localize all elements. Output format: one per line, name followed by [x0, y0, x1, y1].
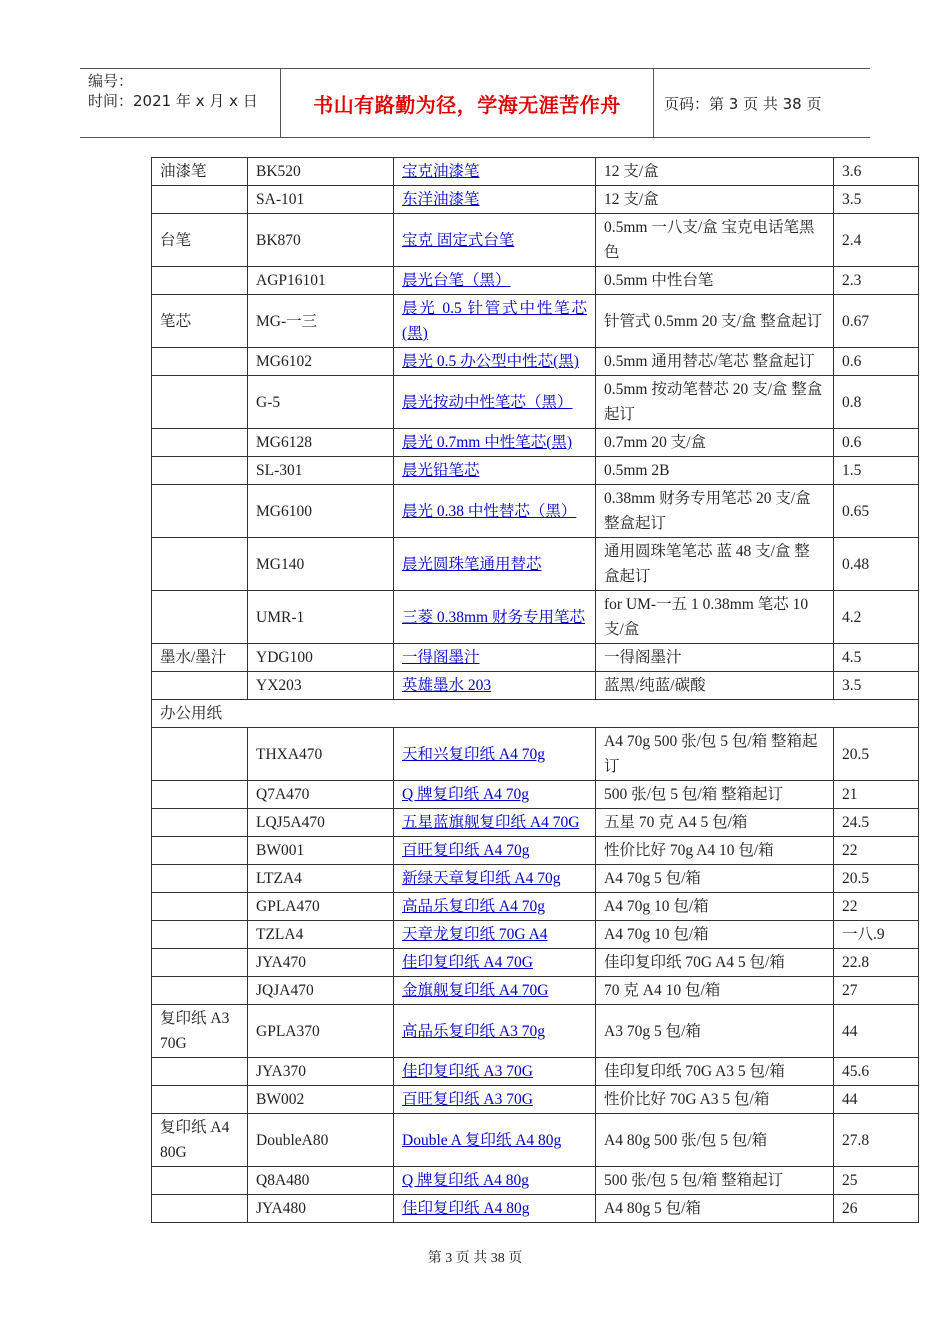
code-cell: JYA470 [248, 949, 394, 977]
category-cell [152, 1086, 248, 1114]
category-cell: 油漆笔 [152, 158, 248, 186]
spec-cell: 12 支/盒 [596, 186, 834, 214]
spec-cell: A4 70g 10 包/箱 [596, 921, 834, 949]
table-row [152, 1005, 919, 1058]
product-link[interactable]: 高品乐复印纸 A4 70g [402, 898, 545, 915]
category-cell [152, 429, 248, 457]
category-cell [152, 728, 248, 781]
code-cell: Q7A470 [248, 781, 394, 809]
category-cell [152, 1058, 248, 1086]
table-row [152, 158, 919, 186]
spec-cell: 0.5mm 一八支/盒 宝克电话笔黑色 [596, 214, 834, 267]
product-name-cell [394, 591, 596, 644]
price-cell: 1.5 [834, 457, 919, 485]
code-cell: DoubleA80 [248, 1114, 394, 1167]
header-motto: 书山有路勤为径，学海无涯苦作舟 [281, 69, 654, 137]
table-row [152, 837, 919, 865]
price-cell: 45.6 [834, 1058, 919, 1086]
product-name-cell [394, 457, 596, 485]
code-cell: MG6128 [248, 429, 394, 457]
table-row [152, 457, 919, 485]
table-row [152, 644, 919, 672]
code-cell: LTZA4 [248, 865, 394, 893]
price-cell: 3.6 [834, 158, 919, 186]
table-row [152, 267, 919, 295]
product-name-cell [394, 214, 596, 267]
spec-cell: A4 70g 5 包/箱 [596, 865, 834, 893]
table-row [152, 429, 919, 457]
category-cell [152, 485, 248, 538]
product-link[interactable]: 天和兴复印纸 A4 70g [402, 745, 545, 763]
product-link[interactable]: 宝克 固定式台笔 [402, 231, 515, 249]
code-cell: BK520 [248, 158, 394, 186]
table-row [152, 728, 919, 781]
price-cell: 2.3 [834, 267, 919, 295]
product-name-cell [394, 267, 596, 295]
spec-cell: A4 70g 10 包/箱 [596, 893, 834, 921]
table-row [152, 376, 919, 429]
product-name-cell [394, 1114, 596, 1167]
code-cell: MG6100 [248, 485, 394, 538]
code-cell: SL-301 [248, 457, 394, 485]
table-row [152, 672, 919, 700]
product-name-cell [394, 672, 596, 700]
table-row [152, 538, 919, 591]
header-page-label: 页码：第 3 页 共 38 页 [664, 94, 822, 113]
category-cell: 复印纸 A3 70G [152, 1005, 248, 1058]
product-name-cell [394, 644, 596, 672]
product-name-cell [394, 1167, 596, 1195]
spec-cell: 0.5mm 2B [596, 457, 834, 485]
product-name-cell [394, 837, 596, 865]
code-cell: THXA470 [248, 728, 394, 781]
table-row [152, 295, 919, 348]
price-cell: 44 [834, 1086, 919, 1114]
price-cell: 0.6 [834, 348, 919, 376]
code-cell: MG140 [248, 538, 394, 591]
product-link[interactable]: Q 牌复印纸 A4 80g [402, 1172, 530, 1189]
product-link[interactable]: 佳印复印纸 A4 70G [402, 954, 533, 971]
category-cell [152, 781, 248, 809]
product-link[interactable]: 佳印复印纸 A3 70G [402, 1063, 533, 1080]
table-row [152, 1114, 919, 1167]
price-cell: 27 [834, 977, 919, 1005]
category-cell [152, 267, 248, 295]
code-cell: SA-101 [248, 186, 394, 214]
spec-cell: 500 张/包 5 包/箱 整箱起订 [596, 1167, 834, 1195]
product-link[interactable]: Q 牌复印纸 A4 70g [402, 786, 530, 803]
price-cell: 3.5 [834, 186, 919, 214]
table-row [152, 1086, 919, 1114]
table-row [152, 186, 919, 214]
spec-cell: A4 80g 5 包/箱 [596, 1195, 834, 1223]
page-header [80, 68, 870, 138]
category-cell: 墨水/墨汁 [152, 644, 248, 672]
category-cell [152, 591, 248, 644]
price-cell: 22 [834, 893, 919, 921]
header-meta [80, 69, 281, 137]
product-name-cell [394, 921, 596, 949]
spec-cell: 针管式 0.5mm 20 支/盒 整盒起订 [596, 295, 834, 348]
price-cell: 25 [834, 1167, 919, 1195]
price-cell: 21 [834, 781, 919, 809]
price-cell: 22 [834, 837, 919, 865]
price-cell: 0.67 [834, 295, 919, 348]
spec-cell: 0.38mm 财务专用笔芯 20 支/盒 整盒起订 [596, 485, 834, 538]
price-cell: 0.65 [834, 485, 919, 538]
price-cell: 26 [834, 1195, 919, 1223]
code-cell: G-5 [248, 376, 394, 429]
price-cell: 0.48 [834, 538, 919, 591]
document-number-label: 编号： [88, 72, 134, 90]
category-cell [152, 893, 248, 921]
product-link[interactable]: 晨光圆珠笔通用替芯 [402, 555, 542, 573]
category-cell [152, 921, 248, 949]
product-name-cell [394, 949, 596, 977]
table-row [152, 809, 919, 837]
category-cell [152, 348, 248, 376]
product-link[interactable]: 佳印复印纸 A4 80g [402, 1200, 530, 1217]
code-cell: TZLA4 [248, 921, 394, 949]
category-cell [152, 186, 248, 214]
spec-cell: A3 70g 5 包/箱 [596, 1005, 834, 1058]
spec-cell: 0.5mm 通用替芯/笔芯 整盒起订 [596, 348, 834, 376]
code-cell: BW001 [248, 837, 394, 865]
spec-cell: 蓝黑/纯蓝/碳酸 [596, 672, 834, 700]
code-cell: YDG100 [248, 644, 394, 672]
category-cell [152, 1195, 248, 1223]
category-cell: 台笔 [152, 214, 248, 267]
product-link[interactable]: 高品乐复印纸 A3 70g [402, 1022, 545, 1040]
product-name-cell [394, 809, 596, 837]
price-cell: 20.5 [834, 728, 919, 781]
spec-cell: A4 70g 500 张/包 5 包/箱 整箱起订 [596, 728, 834, 781]
section-row [152, 700, 919, 728]
product-link[interactable]: Double A 复印纸 A4 80g [402, 1131, 562, 1149]
category-cell [152, 865, 248, 893]
product-link[interactable]: 晨光台笔（黑） [402, 272, 511, 289]
table-row [152, 949, 919, 977]
table-row [152, 921, 919, 949]
code-cell: JQJA470 [248, 977, 394, 1005]
price-cell: 22.8 [834, 949, 919, 977]
table-row [152, 1195, 919, 1223]
price-cell: 20.5 [834, 865, 919, 893]
table-row [152, 214, 919, 267]
code-cell: MG-一三 [248, 295, 394, 348]
product-name-cell [394, 429, 596, 457]
product-link[interactable]: 金旗舰复印纸 A4 70G [402, 982, 549, 999]
category-cell [152, 672, 248, 700]
category-cell [152, 457, 248, 485]
product-link[interactable]: 新绿天章复印纸 A4 70g [402, 870, 561, 887]
code-cell: GPLA470 [248, 893, 394, 921]
code-cell: UMR-1 [248, 591, 394, 644]
category-cell [152, 376, 248, 429]
spec-cell: A4 80g 500 张/包 5 包/箱 [596, 1114, 834, 1167]
product-link[interactable]: 英雄墨水 203 [402, 677, 492, 694]
category-cell: 复印纸 A4 80G [152, 1114, 248, 1167]
table-row [152, 977, 919, 1005]
spec-cell: 70 克 A4 10 包/箱 [596, 977, 834, 1005]
spec-cell: 佳印复印纸 70G A3 5 包/箱 [596, 1058, 834, 1086]
category-cell [152, 949, 248, 977]
spec-cell: 性价比好 70g A4 10 包/箱 [596, 837, 834, 865]
category-cell [152, 1167, 248, 1195]
product-price-table [151, 157, 919, 1223]
spec-cell: for UM-一五 1 0.38mm 笔芯 10 支/盒 [596, 591, 834, 644]
price-cell: 3.5 [834, 672, 919, 700]
price-cell: 0.8 [834, 376, 919, 429]
spec-cell: 500 张/包 5 包/箱 整箱起订 [596, 781, 834, 809]
product-link[interactable]: 三菱 0.38mm 财务专用笔芯 [402, 608, 585, 626]
price-cell: 27.8 [834, 1114, 919, 1167]
code-cell: BW002 [248, 1086, 394, 1114]
spec-cell: 佳印复印纸 70G A4 5 包/箱 [596, 949, 834, 977]
category-cell [152, 837, 248, 865]
product-name-cell [394, 1005, 596, 1058]
spec-cell: 通用圆珠笔笔芯 蓝 48 支/盒 整盒起订 [596, 538, 834, 591]
product-name-cell [394, 158, 596, 186]
product-link[interactable]: 一得阁墨汁 [402, 649, 480, 666]
price-cell: 24.5 [834, 809, 919, 837]
code-cell: AGP16101 [248, 267, 394, 295]
table-row [152, 485, 919, 538]
code-cell: YX203 [248, 672, 394, 700]
product-name-cell [394, 295, 596, 348]
product-name-cell [394, 1086, 596, 1114]
spec-cell: 12 支/盒 [596, 158, 834, 186]
code-cell: Q8A480 [248, 1167, 394, 1195]
table-row [152, 591, 919, 644]
product-link[interactable]: 百旺复印纸 A4 70g [402, 842, 530, 859]
table-row [152, 1058, 919, 1086]
category-cell [152, 809, 248, 837]
product-link[interactable]: 百旺复印纸 A3 70G [402, 1091, 533, 1108]
category-cell [152, 977, 248, 1005]
product-name-cell [394, 348, 596, 376]
product-name-cell [394, 1195, 596, 1223]
product-link[interactable]: 晨光按动中性笔芯（黑） [402, 393, 573, 411]
category-cell: 笔芯 [152, 295, 248, 348]
table-row [152, 893, 919, 921]
code-cell: GPLA370 [248, 1005, 394, 1058]
document-time-label: 时间：2021 年 x 月 x 日 [88, 92, 258, 110]
code-cell: BK870 [248, 214, 394, 267]
spec-cell: 0.7mm 20 支/盒 [596, 429, 834, 457]
product-name-cell [394, 376, 596, 429]
table-row [152, 348, 919, 376]
product-name-cell [394, 865, 596, 893]
product-link[interactable]: 天章龙复印纸 70G A4 [402, 926, 548, 943]
table-row [152, 865, 919, 893]
code-cell: JYA370 [248, 1058, 394, 1086]
price-cell: 4.5 [834, 644, 919, 672]
product-link[interactable]: 晨光 0.7mm 中性笔芯(黑) [402, 434, 573, 451]
price-cell: 44 [834, 1005, 919, 1058]
product-link[interactable]: 五星蓝旗舰复印纸 A4 70G [402, 814, 580, 831]
price-cell: 0.6 [834, 429, 919, 457]
product-name-cell [394, 485, 596, 538]
product-link[interactable]: 晨光 0.5 针管式中性笔芯(黑) [402, 300, 587, 342]
product-name-cell [394, 977, 596, 1005]
product-name-cell [394, 893, 596, 921]
category-cell [152, 538, 248, 591]
product-link[interactable]: 晨光 0.38 中性替芯（黑） [402, 502, 577, 520]
product-link[interactable]: 东洋油漆笔 [402, 191, 480, 208]
spec-cell: 性价比好 70G A3 5 包/箱 [596, 1086, 834, 1114]
table-row [152, 781, 919, 809]
table-row [152, 1167, 919, 1195]
spec-cell: 0.5mm 按动笔替芯 20 支/盒 整盒起订 [596, 376, 834, 429]
section-heading: 办公用纸 [152, 700, 919, 728]
page-footer: 第 3 页 共 38 页 [427, 1251, 523, 1266]
product-name-cell [394, 781, 596, 809]
price-cell: 一八.9 [834, 921, 919, 949]
product-link[interactable]: 宝克油漆笔 [402, 163, 480, 180]
product-name-cell [394, 1058, 596, 1086]
spec-cell: 五星 70 克 A4 5 包/箱 [596, 809, 834, 837]
code-cell: MG6102 [248, 348, 394, 376]
spec-cell: 一得阁墨汁 [596, 644, 834, 672]
product-name-cell [394, 186, 596, 214]
price-cell: 4.2 [834, 591, 919, 644]
product-link[interactable]: 晨光铅笔芯 [402, 462, 480, 479]
price-cell: 2.4 [834, 214, 919, 267]
code-cell: JYA480 [248, 1195, 394, 1223]
product-name-cell [394, 728, 596, 781]
product-link[interactable]: 晨光 0.5 办公型中性芯(黑) [402, 353, 579, 370]
spec-cell: 0.5mm 中性台笔 [596, 267, 834, 295]
product-name-cell [394, 538, 596, 591]
code-cell: LQJ5A470 [248, 809, 394, 837]
